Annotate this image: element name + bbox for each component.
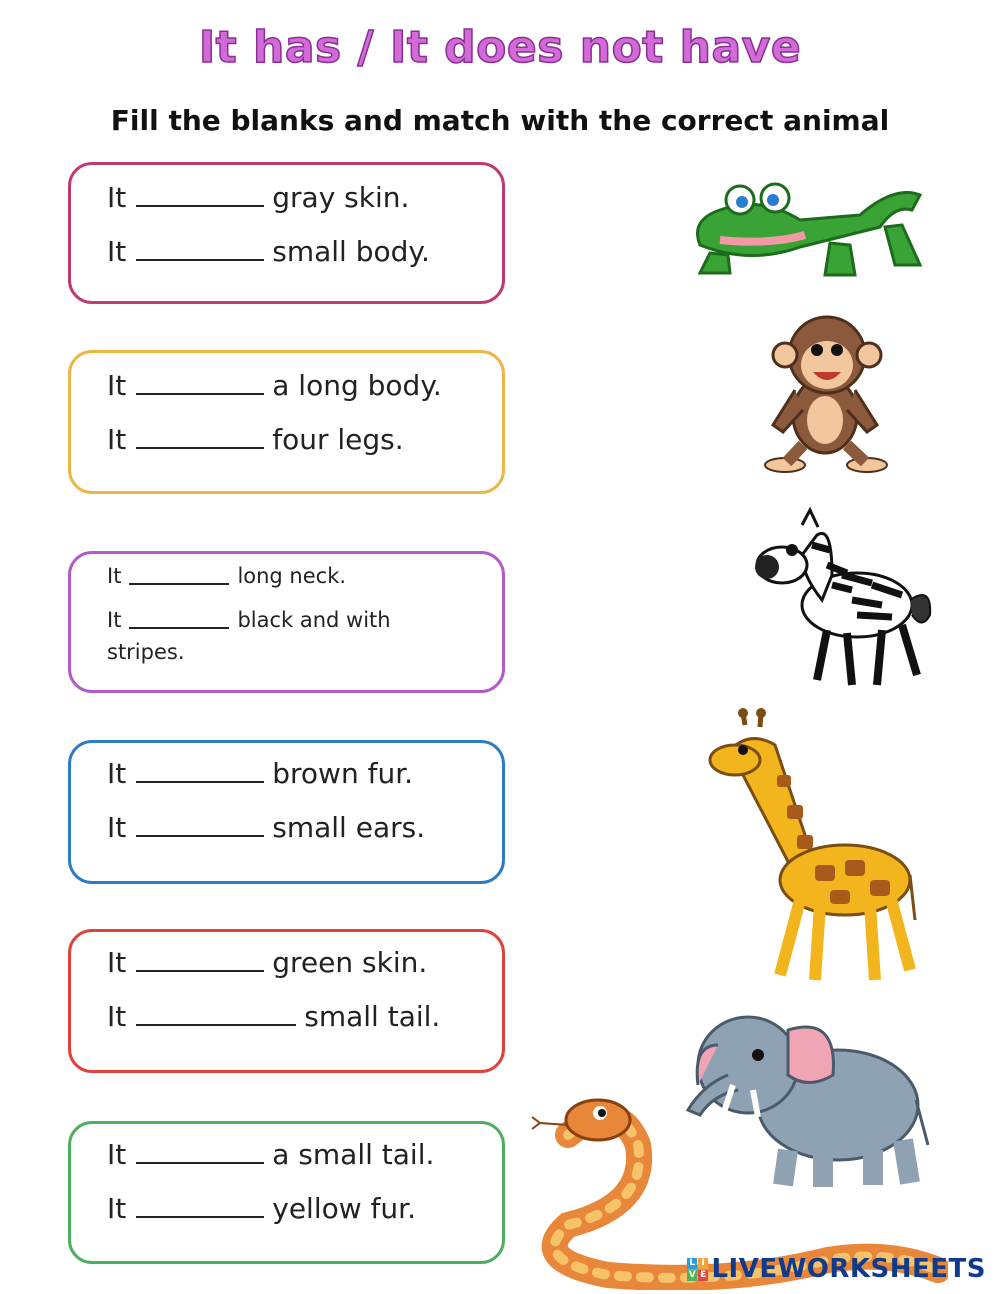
- sentence-line: It small tail.: [107, 1000, 441, 1033]
- exercise-box-1: [68, 162, 505, 304]
- answer-blank[interactable]: [136, 392, 264, 395]
- sentence-line: It green skin.: [107, 946, 428, 979]
- sentence-line: It small body.: [107, 235, 430, 268]
- exercise-box-4: [68, 740, 505, 884]
- sentence-line: It yellow fur.: [107, 1192, 416, 1225]
- answer-blank[interactable]: [129, 582, 229, 585]
- monkey-picture[interactable]: [755, 300, 900, 475]
- sentence-line: It black and with: [107, 608, 391, 632]
- answer-blank[interactable]: [136, 446, 264, 449]
- sentence-line: It a long body.: [107, 369, 442, 402]
- worksheet-title: It has / It does not have: [198, 22, 802, 73]
- zebra-picture[interactable]: [752, 505, 937, 695]
- sentence-line: It four legs.: [107, 423, 404, 456]
- answer-blank[interactable]: [136, 969, 264, 972]
- exercise-box-5: [68, 929, 505, 1073]
- sentence-line: It small ears.: [107, 811, 426, 844]
- exercise-box-3: [68, 551, 505, 693]
- sentence-line: It gray skin.: [107, 181, 410, 214]
- liveworksheets-logo-icon: L I V E: [688, 1257, 707, 1280]
- answer-blank[interactable]: [136, 1161, 264, 1164]
- sentence-line: It brown fur.: [107, 757, 414, 790]
- sentence-continuation: stripes.: [107, 640, 185, 664]
- worksheet-instructions: Fill the blanks and match with the correct animal: [110, 104, 890, 137]
- answer-blank[interactable]: [136, 780, 264, 783]
- liveworksheets-watermark: [687, 1254, 986, 1284]
- answer-blank[interactable]: [136, 1215, 264, 1218]
- sentence-line: It long neck.: [107, 564, 347, 588]
- sentence-line: It a small tail.: [107, 1138, 435, 1171]
- answer-blank[interactable]: [136, 258, 264, 261]
- answer-blank[interactable]: [136, 1023, 296, 1026]
- watermark-text: LIVEWORKSHEETS: [711, 1254, 986, 1284]
- exercise-box-6: [68, 1121, 505, 1264]
- crocodile-picture[interactable]: [680, 165, 930, 285]
- giraffe-picture[interactable]: [705, 705, 920, 985]
- answer-blank[interactable]: [129, 626, 229, 629]
- answer-blank[interactable]: [136, 204, 264, 207]
- answer-blank[interactable]: [136, 834, 264, 837]
- exercise-box-2: [68, 350, 505, 494]
